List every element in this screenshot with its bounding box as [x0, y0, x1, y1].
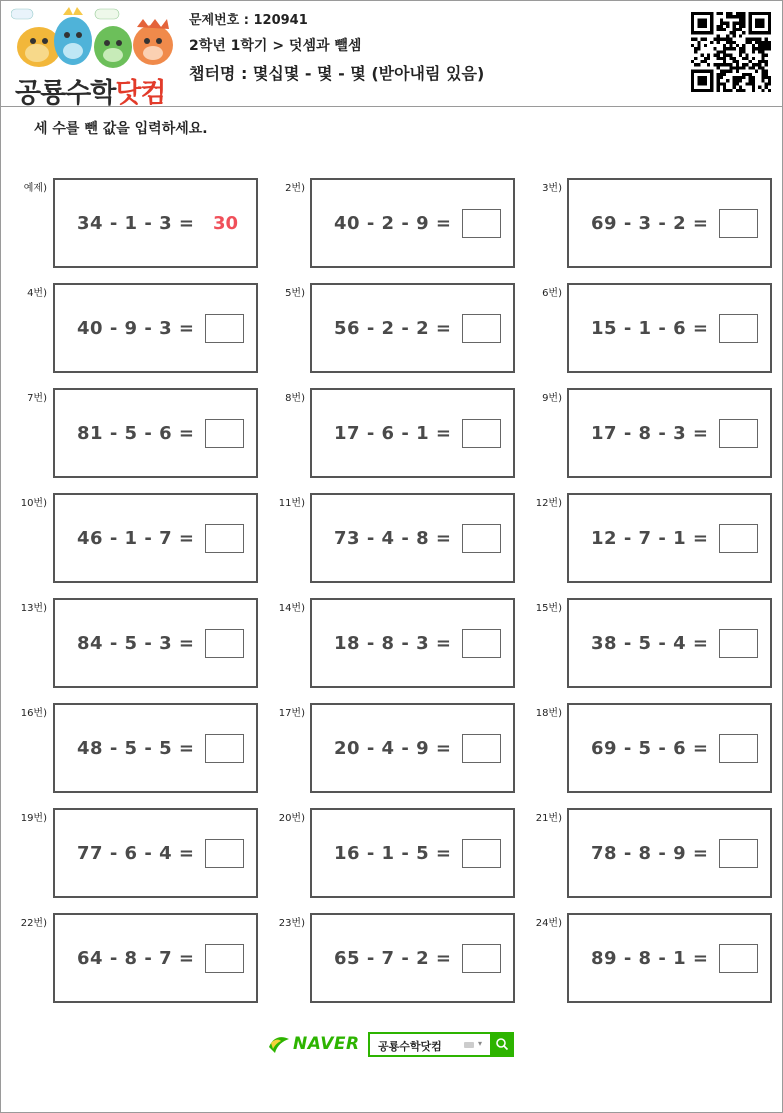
- answer-input[interactable]: [719, 524, 758, 553]
- answer-input[interactable]: [462, 839, 501, 868]
- problem-expression: 73 - 4 - 8 =: [334, 528, 452, 549]
- answer-input[interactable]: [719, 944, 758, 973]
- problem-label: 15번): [535, 603, 562, 614]
- problem-expression: 40 - 2 - 9 =: [334, 213, 452, 234]
- answer-input[interactable]: [719, 314, 758, 343]
- problem-card: [53, 283, 258, 373]
- problem-expression: 16 - 1 - 5 =: [334, 843, 452, 864]
- problem-expression: 17 - 6 - 1 =: [334, 423, 452, 444]
- qr-code-icon: [691, 12, 771, 92]
- answer-input[interactable]: [205, 524, 244, 553]
- example-answer: 30: [213, 213, 239, 234]
- problem-expression: 20 - 4 - 9 =: [334, 738, 452, 759]
- problem-label: 14번): [278, 603, 305, 614]
- problem-card: [567, 178, 772, 268]
- naver-leaf-icon: [267, 1033, 291, 1055]
- problem-card: [310, 493, 515, 583]
- keyboard-icon[interactable]: [464, 1042, 474, 1048]
- problem-card: [567, 808, 772, 898]
- problem-expression: 18 - 8 - 3 =: [334, 633, 452, 654]
- problem-label: 22번): [20, 918, 47, 929]
- problem-card: [53, 388, 258, 478]
- problem-expression: 38 - 5 - 4 =: [591, 633, 709, 654]
- answer-input[interactable]: [462, 314, 501, 343]
- problem-number: 문제번호 : 120941: [189, 13, 308, 28]
- problem-expression: 12 - 7 - 1 =: [591, 528, 709, 549]
- problem-label: 24번): [535, 918, 562, 929]
- problem-card: [567, 913, 772, 1003]
- problem-card: [567, 703, 772, 793]
- problem-label: 6번): [542, 288, 562, 299]
- answer-input[interactable]: [205, 419, 244, 448]
- problem-expression: 89 - 8 - 1 =: [591, 948, 709, 969]
- chevron-down-icon[interactable]: ▾: [478, 1039, 483, 1048]
- problem-expression: 69 - 3 - 2 =: [591, 213, 709, 234]
- problem-card: [310, 178, 515, 268]
- answer-input[interactable]: [719, 734, 758, 763]
- problem-expression: 40 - 9 - 3 =: [77, 318, 195, 339]
- problem-expression: 56 - 2 - 2 =: [334, 318, 452, 339]
- problem-meta: [189, 11, 484, 85]
- problem-card: [567, 598, 772, 688]
- problem-expression: 81 - 5 - 6 =: [77, 423, 195, 444]
- problem-label: 18번): [535, 708, 562, 719]
- answer-input[interactable]: [205, 944, 244, 973]
- naver-brand: NAVER: [293, 1034, 360, 1054]
- instruction: 세 수를 뺀 값을 입력하세요.: [34, 121, 208, 137]
- problem-card: [310, 703, 515, 793]
- problem-expression: 77 - 6 - 4 =: [77, 843, 195, 864]
- problem-label: 16번): [20, 708, 47, 719]
- answer-input[interactable]: [719, 839, 758, 868]
- dinosaur-mascots-icon: [11, 7, 177, 71]
- answer-input[interactable]: [205, 839, 244, 868]
- problem-label: 7번): [27, 393, 47, 404]
- problem-expression: 64 - 8 - 7 =: [77, 948, 195, 969]
- problem-card: [53, 808, 258, 898]
- problem-expression: 78 - 8 - 9 =: [591, 843, 709, 864]
- problem-card: [567, 388, 772, 478]
- problem-label: 17번): [278, 708, 305, 719]
- problem-label: 11번): [278, 498, 305, 509]
- problem-card: [53, 178, 258, 268]
- answer-input[interactable]: [719, 419, 758, 448]
- problem-label: 2번): [285, 183, 305, 194]
- problem-expression: 84 - 5 - 3 =: [77, 633, 195, 654]
- problem-card: [310, 598, 515, 688]
- answer-input[interactable]: [462, 419, 501, 448]
- problem-expression: 48 - 5 - 5 =: [77, 738, 195, 759]
- answer-input[interactable]: [462, 209, 501, 238]
- search-icon: [495, 1037, 509, 1051]
- problem-card: [53, 598, 258, 688]
- problem-card: [567, 493, 772, 583]
- problem-label: 9번): [542, 393, 562, 404]
- problem-card: [310, 283, 515, 373]
- problem-label: 4번): [27, 288, 47, 299]
- problem-label: 21번): [535, 813, 562, 824]
- search-button[interactable]: [490, 1032, 514, 1057]
- problem-label: 12번): [535, 498, 562, 509]
- answer-input[interactable]: [719, 629, 758, 658]
- answer-input[interactable]: [462, 734, 501, 763]
- problem-label: 5번): [285, 288, 305, 299]
- problem-expression: 15 - 1 - 6 =: [591, 318, 709, 339]
- answer-input[interactable]: [719, 209, 758, 238]
- answer-input[interactable]: [205, 314, 244, 343]
- answer-input[interactable]: [205, 734, 244, 763]
- problem-label: 23번): [278, 918, 305, 929]
- problem-label: 19번): [20, 813, 47, 824]
- problem-expression: 65 - 7 - 2 =: [334, 948, 452, 969]
- problem-card: [310, 913, 515, 1003]
- answer-input[interactable]: [462, 944, 501, 973]
- problem-card: [310, 388, 515, 478]
- problem-card: [310, 808, 515, 898]
- header: [1, 1, 782, 107]
- problem-expression: 69 - 5 - 6 =: [591, 738, 709, 759]
- problem-label: 예제): [23, 183, 47, 194]
- problem-expression: 46 - 1 - 7 =: [77, 528, 195, 549]
- problem-card: [53, 913, 258, 1003]
- logo-text: 공룡수학닷컴: [15, 78, 166, 109]
- problem-card: [53, 493, 258, 583]
- problem-card: [53, 703, 258, 793]
- problem-label: 8번): [285, 393, 305, 404]
- answer-input[interactable]: [205, 629, 244, 658]
- problem-card: [567, 283, 772, 373]
- problem-label: 10번): [20, 498, 47, 509]
- naver-search-banner: [267, 1031, 517, 1059]
- logo: [11, 7, 177, 109]
- problem-label: 13번): [20, 603, 47, 614]
- search-query: 공룡수학닷컴: [378, 1040, 442, 1053]
- problem-label: 20번): [278, 813, 305, 824]
- problem-expression: 17 - 8 - 3 =: [591, 423, 709, 444]
- answer-input[interactable]: [462, 629, 501, 658]
- answer-input[interactable]: [462, 524, 501, 553]
- naver-search-input[interactable]: [368, 1032, 492, 1057]
- problem-expression: 34 - 1 - 3 =: [77, 213, 195, 234]
- grade-unit: 2학년 1학기 > 덧셈과 뺄셈: [189, 38, 362, 54]
- chapter-title: 챕터명 : 몇십몇 - 몇 - 몇 (받아내림 있음): [189, 64, 485, 83]
- problem-label: 3번): [542, 183, 562, 194]
